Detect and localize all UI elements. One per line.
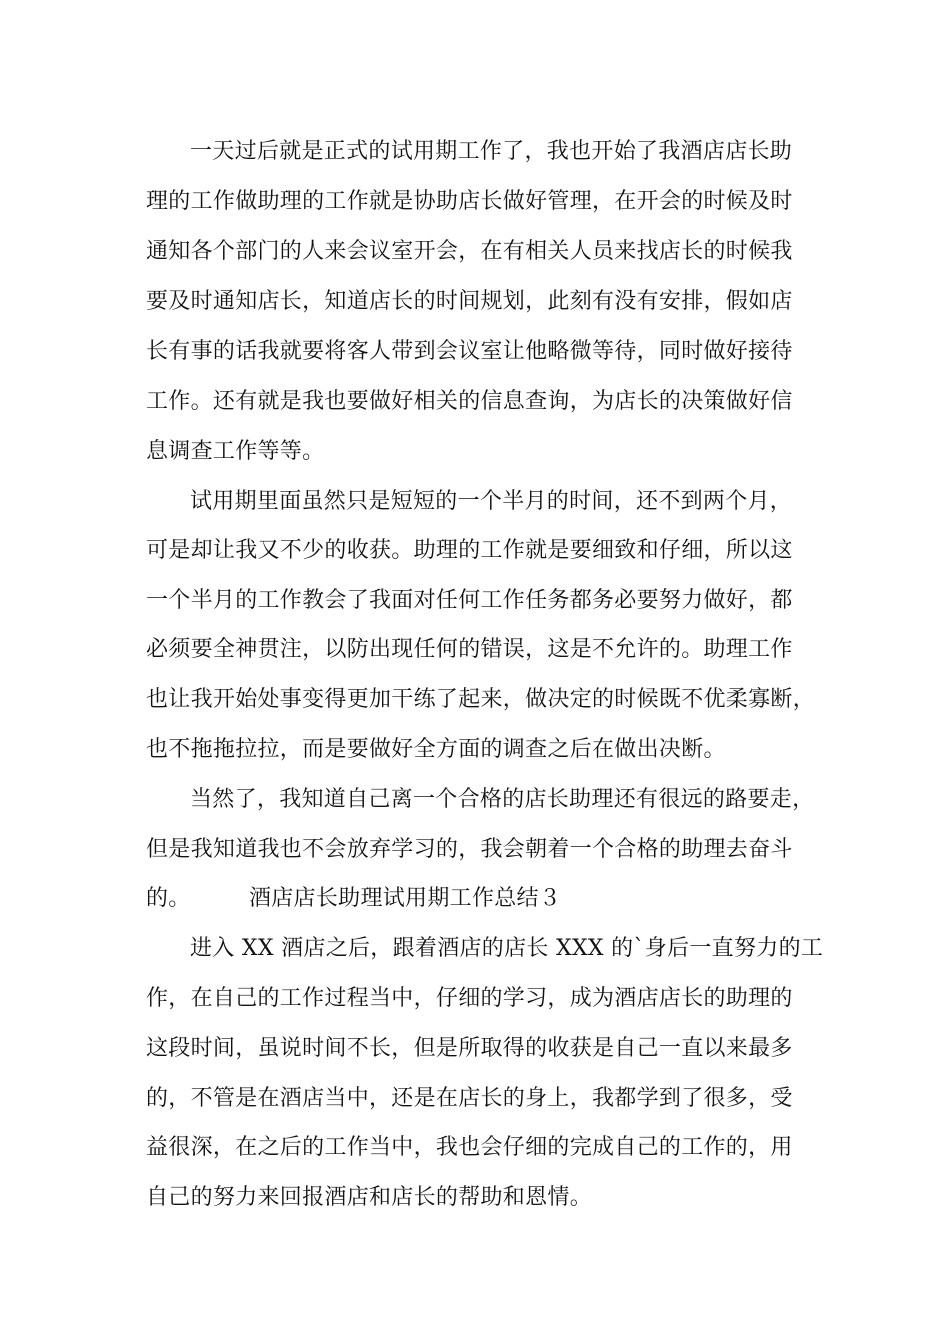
paragraph-line: 理的工作做助理的工作就是协助店长做好管理，在开会的时候及时 xyxy=(146,189,793,214)
paragraph-line: 也让我开始处事变得更加干练了起来，做决定的时候既不优柔寡断， xyxy=(146,687,816,712)
paragraph-line: 息调查工作等等。 xyxy=(146,439,325,464)
paragraph-line: 进入 XX 酒店之后，跟着酒店的店长 XXX 的`身后一直努力的工 xyxy=(190,936,824,961)
paragraph-line: 要及时通知店长，知道店长的时间规划，此刻有没有安排，假如店 xyxy=(146,289,793,314)
paragraph-line: 试用期里面虽然只是短短的一个半月的时间，还不到两个月， xyxy=(190,489,793,514)
paragraph-line: 益很深，在之后的工作当中，我也会仔细的完成自己的工作的，用 xyxy=(146,1135,793,1160)
paragraph-line: 必须要全神贯注，以防出现任何的错误，这是不允许的。助理工作 xyxy=(146,637,793,662)
paragraph-line: 长有事的话我就要将客人带到会议室让他略微等待，同时做好接待 xyxy=(146,339,793,364)
paragraph-line: 可是却让我又不少的收获。助理的工作就是要细致和仔细，所以这 xyxy=(146,538,793,563)
paragraph-line: 一天过后就是正式的试用期工作了，我也开始了我酒店店长助 xyxy=(190,139,793,164)
paragraph-line: 工作。还有就是我也要做好相关的信息查询，为店长的决策做好信 xyxy=(146,389,793,414)
paragraph-line: 的，不管是在酒店当中，还是在店长的身上，我都学到了很多，受 xyxy=(146,1086,793,1111)
paragraph-line: 一个半月的工作教会了我面对任何工作任务都务必要努力做好，都 xyxy=(146,588,793,613)
section-heading-line: 的。 酒店店长助理试用期工作总结３ xyxy=(146,886,562,911)
paragraph-line: 自己的努力来回报酒店和店长的帮助和恩情。 xyxy=(146,1185,593,1210)
paragraph-line: 作，在自己的工作过程当中，仔细的学习，成为酒店店长的助理的 xyxy=(146,986,793,1011)
paragraph-line: 这段时间，虽说时间不长，但是所取得的收获是自己一直以来最多 xyxy=(146,1036,793,1061)
paragraph-line: 也不拖拖拉拉，而是要做好全方面的调查之后在做出决断。 xyxy=(146,737,726,762)
paragraph-line: 通知各个部门的人来会议室开会，在有相关人员来找店长的时候我 xyxy=(146,239,793,264)
paragraph-line: 当然了，我知道自己离一个合格的店长助理还有很远的路要走， xyxy=(190,787,815,812)
paragraph-line: 但是我知道我也不会放弃学习的，我会朝着一个合格的助理去奋斗 xyxy=(146,837,793,862)
